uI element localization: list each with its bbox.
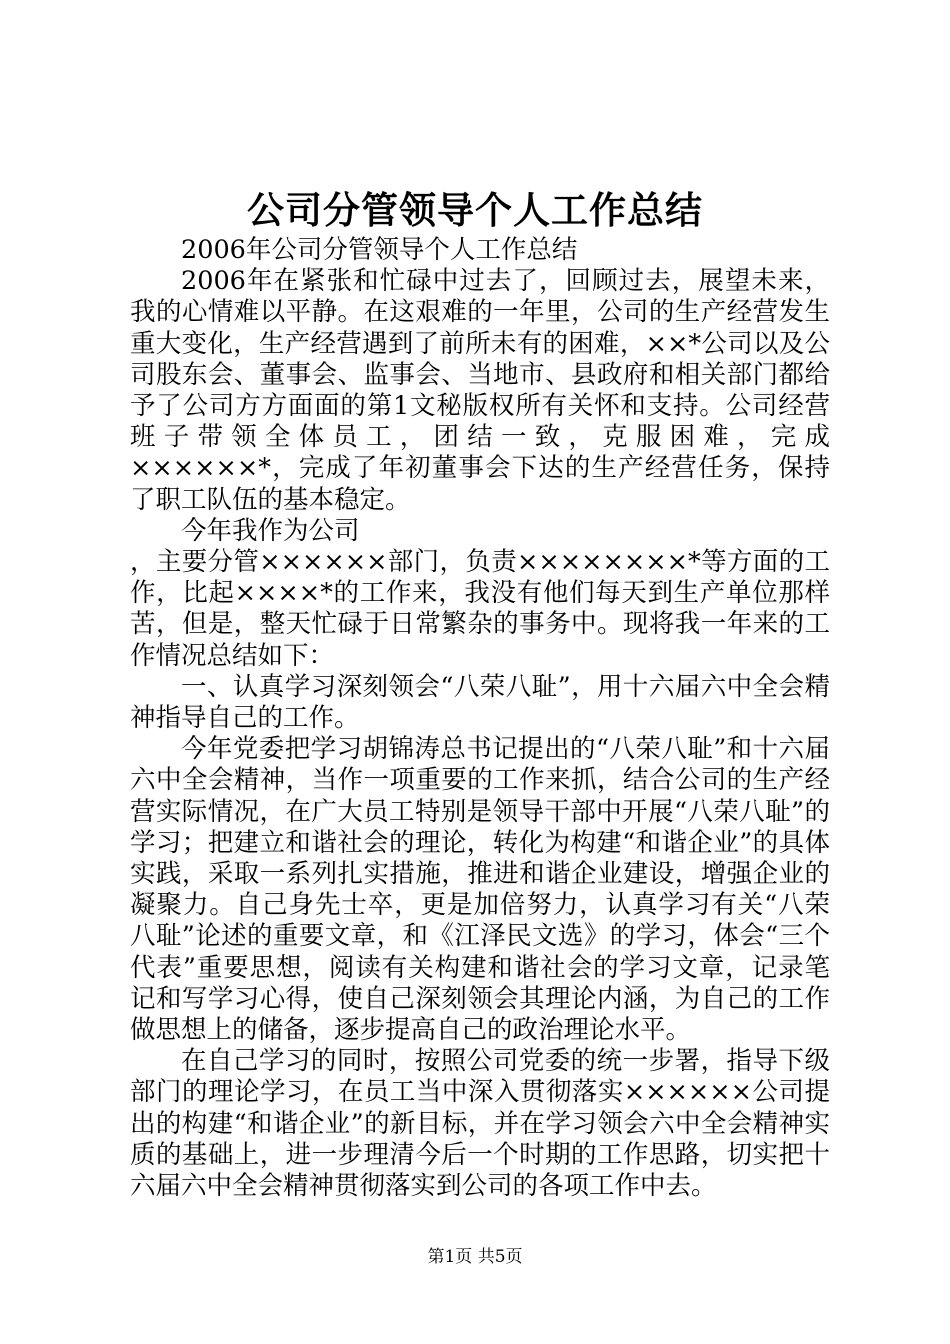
paragraph-subtitle: 2006年公司分管领导个人工作总结	[181, 235, 578, 265]
paragraph-study: 今年党委把学习胡锦涛总书记提出的“八荣八耻”和十六届六中全会精神，当作一项重要的工作来抓，结合公司的生产经营实际情况，在广大员工特别是领导干部中开展“八荣八耻”的学习；把建立和谐社会的理论，转化为构建“和谐企业”的具体实践，采取一系列扎实措施，推进和谐企业建设，增强企业的凝聚力。自己身先士卒，更是加倍努力，认真学习有关“八荣八耻”论述的重要文章，和《江泽民文选》的学习，体会“三个代表”重要思想，阅读有关构建和谐社会的学习文章，记录笔记和写学习心得，使自己深刻领会其理论内涵，为自己的工作做思想上的储备，逐步提高自己的政治理论水平。	[130, 734, 830, 1046]
page-number-footer: 第1页 共5页	[427, 1247, 523, 1267]
paragraph-section-heading: 一、认真学习深刻领会“八荣八耻”，用十六届六中全会精神指导自己的工作。	[130, 671, 830, 734]
paragraph-duties: ，主要分管××××××部门，负责××××××××*等方面的工作，比起××××*的工作来，我没有他们每天到生产单位那样苦，但是，整天忙碌于日常繁杂的事务中。现将我一年来的工作情况总结如下：	[130, 547, 830, 671]
paragraph-role: 今年我作为公司	[181, 515, 360, 546]
document-body	[130, 235, 830, 1202]
document-title: 公司分管领导个人工作总结	[247, 188, 703, 232]
paragraph-guidance: 在自己学习的同时，按照公司党委的统一步署，指导下级部门的理论学习，在员工当中深入贯彻落实××××××公司提出的构建“和谐企业”的新目标，并在学习领会六中全会精神实质的基础上，进一步理清今后一个时期的工作思路，切实把十六届六中全会精神贯彻落实到公司的各项工作中去。	[130, 1046, 830, 1202]
paragraph-intro: 2006年在紧张和忙碌中过去了，回顾过去，展望未来，我的心情难以平静。在这艰难的一年里，公司的生产经营发生重大变化，生产经营遇到了前所未有的困难，××*公司以及公司股东会、董事会、监事会、当地市、县政府和相关部门都给予了公司方方面面的第1文秘版权所有关怀和支持。公司经营班子带领全体员工，团结一致，克服困难，完成××××××*，完成了年初董事会下达的生产经营任务，保持了职工队伍的基本稳定。	[130, 266, 830, 515]
